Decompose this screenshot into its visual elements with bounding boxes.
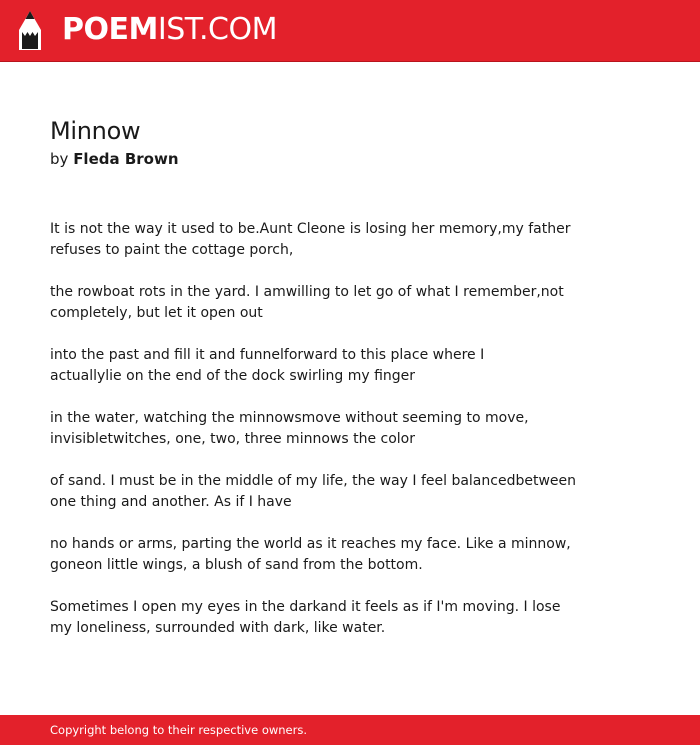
- author-name: Fleda Brown: [73, 150, 179, 168]
- poem-line: in the water, watching the minnowsmove without seeming to move,: [50, 410, 529, 426]
- poem-line: refuses to paint the cottage porch,: [50, 242, 294, 258]
- poem-line: no hands or arms, parting the world as it reaches my face. Like a minnow,: [50, 536, 571, 552]
- stanza: [50, 471, 576, 513]
- site-header: [0, 0, 700, 62]
- stanza: [50, 597, 570, 639]
- poem-line: one thing and another. As if I have: [50, 494, 292, 510]
- stanza: [50, 282, 570, 324]
- poem-byline: [50, 149, 179, 169]
- stanza: [50, 534, 570, 576]
- site-footer: [0, 715, 700, 745]
- poem-line: goneon little wings, a blush of sand from the bottom.: [50, 557, 423, 573]
- by-label: by: [50, 150, 69, 168]
- site-brand[interactable]: [62, 13, 277, 47]
- pencil-tip-icon[interactable]: [17, 10, 43, 52]
- poem-line: my loneliness, surrounded with dark, like water.: [50, 620, 386, 636]
- stanza: [50, 345, 570, 387]
- poem-title: Minnow: [50, 117, 141, 145]
- poem-line: completely, but let it open out: [50, 305, 263, 321]
- poem-line: actuallylie on the end of the dock swirling my finger: [50, 368, 416, 384]
- brand-rest-text: IST.COM: [157, 12, 277, 47]
- copyright-text: Copyright belong to their respective owners.: [50, 723, 308, 737]
- poem-line: invisibletwitches, one, two, three minnows the color: [50, 431, 415, 447]
- poem-line: It is not the way it used to be.Aunt Cleone is losing her memory,my father: [50, 221, 571, 237]
- poem-line: into the past and fill it and funnelforward to this place where I: [50, 347, 485, 363]
- poem-line: the rowboat rots in the yard. I amwilling to let go of what I remember,not: [50, 284, 564, 300]
- brand-bold-text: POEM: [62, 12, 158, 47]
- stanza: [50, 408, 570, 450]
- poem-body: [50, 219, 576, 660]
- poem-line: Sometimes I open my eyes in the darkand it feels as if I'm moving. I lose: [50, 599, 561, 615]
- stanza: [50, 219, 570, 261]
- poem-line: of sand. I must be in the middle of my life, the way I feel balancedbetween: [50, 473, 576, 489]
